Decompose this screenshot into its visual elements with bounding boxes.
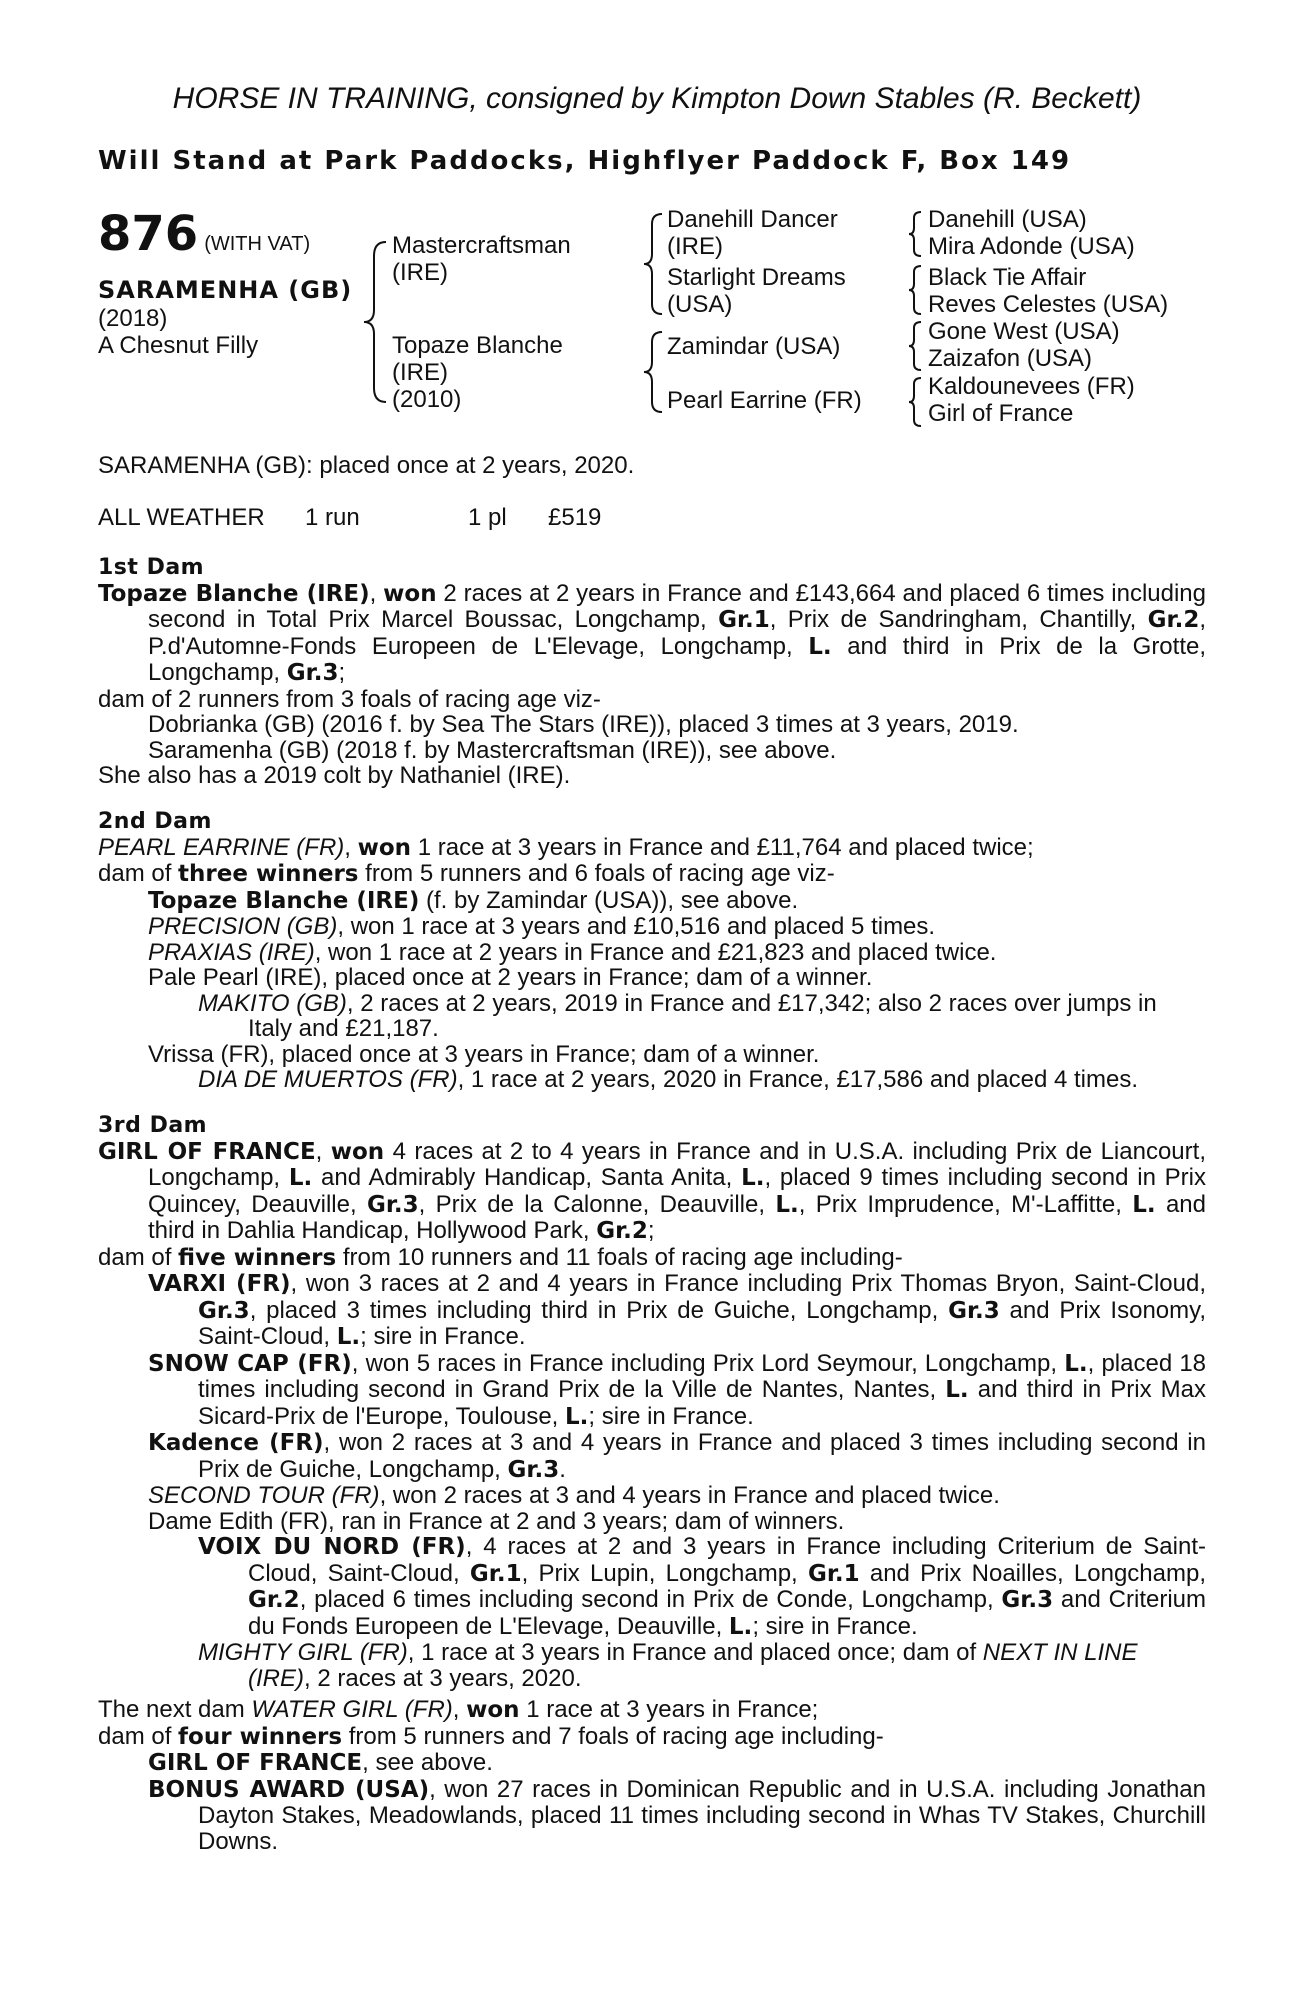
- sire-sire-origin: (IRE): [667, 233, 723, 260]
- catalogue-header: HORSE IN TRAINING, consigned by Kimpton Down Stables (R. Beckett): [172, 82, 1142, 115]
- produce-summary: dam of 2 runners from 3 foals of racing age viz-: [98, 685, 601, 713]
- dam-year: (2010): [392, 386, 462, 413]
- sire-dam: Starlight Dreams: [667, 264, 846, 291]
- gg-6: Zaizafon (USA): [928, 345, 1093, 372]
- produce-entry: BONUS AWARD (USA), won 27 races in Dominican Republic and in U.S.A. including Jonathan Dayton Stakes, Meadowlands, placed 11 times including second in Whas TV Stakes, Churchill Downs.: [148, 1775, 1207, 1855]
- dam-name: Topaze Blanche: [392, 332, 563, 359]
- horse-year: (2018): [98, 305, 168, 332]
- produce-summary: dam of five winners from 10 runners and 11 foals of racing age including-: [98, 1243, 903, 1271]
- dam-dam: Pearl Earrine (FR): [667, 387, 862, 414]
- first-dam-section: [98, 555, 1206, 789]
- gg-5: Gone West (USA): [928, 318, 1120, 345]
- section-heading: 2nd Dam: [98, 809, 212, 834]
- produce-entry: MAKITO (GB), 2 races at 2 years, 2019 in France and £17,342; also 2 races over jumps in Italy and £21,187.: [198, 989, 1157, 1042]
- race-summary: SARAMENHA (GB): placed once at 2 years, 2020.: [98, 452, 635, 479]
- vat-note: (WITH VAT): [204, 233, 311, 255]
- section-heading: 3rd Dam: [98, 1113, 208, 1138]
- produce-entry: Topaze Blanche (IRE) (f. by Zamindar (USA)), see above.: [148, 886, 799, 914]
- lot-number-block: [98, 206, 310, 262]
- produce-entry: MIGHTY GIRL (FR), 1 race at 3 years in France and placed once; dam of NEXT IN LINE (IRE), 2 races at 3 years, 2020.: [198, 1639, 1138, 1692]
- produce-entry: SNOW CAP (FR), won 5 races in France including Prix Lord Seymour, Longchamp, L., placed 18 times including second in Grand Prix de la Ville de Nantes, Nantes, L. and third in Prix Max Sicard-Prix de l'Europe, Toulouse, L.; sire in France.: [148, 1349, 1207, 1430]
- gg-1: Danehill (USA): [928, 206, 1087, 233]
- record-earnings: £519: [548, 504, 602, 531]
- pedigree-brace: [360, 240, 390, 405]
- record-runs: 1 run: [305, 504, 360, 531]
- produce-entry: PRAXIAS (IRE), won 1 race at 2 years in France and £21,823 and placed twice.: [148, 938, 997, 966]
- second-dam-section: [98, 809, 1206, 1093]
- pedigree-brace: [906, 210, 924, 258]
- pedigree-brace: [640, 330, 666, 415]
- produce-summary: dam of three winners from 5 runners and 6 foals of racing age viz-: [98, 860, 835, 887]
- record-surface: ALL WEATHER: [98, 504, 265, 531]
- gg-2: Mira Adonde (USA): [928, 233, 1135, 260]
- pedigree-brace: [906, 376, 924, 428]
- produce-entry: GIRL OF FRANCE, see above.: [148, 1749, 493, 1776]
- produce-entry: Dobrianka (GB) (2016 f. by Sea The Stars (IRE)), placed 3 times at 3 years, 2019.: [148, 711, 1019, 738]
- gg-3: Black Tie Affair: [928, 264, 1087, 291]
- sire-name: Mastercraftsman: [392, 232, 571, 259]
- produce-entry: Pale Pearl (IRE), placed once at 2 years in France; dam of a winner.: [148, 964, 873, 991]
- dam-entry: GIRL OF FRANCE, won 4 races at 2 to 4 years in France and in U.S.A. including Prix de Liancourt, Longchamp, L. and Admirably Handicap, Santa Anita, L., placed 9 times including second in Prix Quincey, Deauville, Gr.3, Prix de la Calonne, Deauville, L., Prix Imprudence, M'-Laffitte, L. and third in Dahlia Handicap, Hollywood Park, Gr.2;: [98, 1137, 1207, 1244]
- pedigree-brace: [906, 264, 924, 316]
- horse-name: SARAMENHA (GB): [98, 276, 353, 304]
- lot-number: 876: [98, 206, 199, 262]
- produce-entry: Kadence (FR), won 2 races at 3 and 4 years in France and placed 3 times including second in Prix de Guiche, Longchamp, Gr.3.: [148, 1429, 1206, 1483]
- produce-entry: Vrissa (FR), placed once at 3 years in France; dam of a winner.: [148, 1040, 820, 1068]
- produce-entry: VARXI (FR), won 3 races at 2 and 4 years in France including Prix Thomas Bryon, Saint-Cloud, Gr.3, placed 3 times including third in Prix de Guiche, Longchamp, Gr.3 and Prix Isonomy, Saint-Cloud, L.; sire in France.: [148, 1270, 1207, 1350]
- sire-sire: Danehill Dancer: [667, 206, 838, 233]
- produce-entry: SECOND TOUR (FR), won 2 races at 3 and 4 years in France and placed twice.: [148, 1482, 1000, 1509]
- sire-dam-origin: (USA): [667, 291, 733, 318]
- gg-8: Girl of France: [928, 400, 1074, 427]
- produce-entry: PRECISION (GB), won 1 race at 3 years and £10,516 and placed 5 times.: [148, 913, 936, 940]
- dam-entry: PEARL EARRINE (FR), won 1 race at 3 years in France and £11,764 and placed twice;: [98, 833, 1034, 861]
- dam-origin: (IRE): [392, 359, 448, 386]
- produce-note: She also has a 2019 colt by Nathaniel (IRE).: [98, 762, 571, 789]
- pedigree-brace: [640, 212, 666, 316]
- sire-origin: (IRE): [392, 259, 448, 286]
- gg-7: Kaldounevees (FR): [928, 373, 1135, 400]
- next-dam-section: [98, 1697, 1206, 1854]
- pedigree-brace: [906, 320, 924, 372]
- produce-entry: Dame Edith (FR), ran in France at 2 and 3 years; dam of winners.: [148, 1507, 845, 1535]
- record-placed: 1 pl: [468, 504, 507, 531]
- third-dam-section: [98, 1113, 1206, 1691]
- gg-4: Reves Celestes (USA): [928, 291, 1169, 318]
- produce-summary: dam of four winners from 5 runners and 7 foals of racing age including-: [98, 1722, 884, 1750]
- produce-entry: VOIX DU NORD (FR), 4 races at 2 and 3 years in France including Criterium de Saint-Cloud, Saint-Cloud, Gr.1, Prix Lupin, Longchamp, Gr.1 and Prix Noailles, Longchamp, Gr.2, placed 6 times including second in Prix de Conde, Longchamp, Gr.3 and Criterium du Fonds Europeen de L'Elevage, Deauville, L.; sire in France.: [198, 1533, 1207, 1640]
- produce-entry: DIA DE MUERTOS (FR), 1 race at 2 years, 2020 in France, £17,586 and placed 4 times.: [198, 1066, 1138, 1093]
- dam-entry: The next dam WATER GIRL (FR), won 1 race at 3 years in France;: [98, 1696, 819, 1723]
- dam-entry: Topaze Blanche (IRE), won 2 races at 2 years in France and £143,664 and placed 6 times including second in Total Prix Marcel Boussac, Longchamp, Gr.1, Prix de Sandringham, Chantilly, Gr.2, P.d'Automne-Fonds Europeen de L'Elevage, Longchamp, L. and third in Prix de la Grotte, Longchamp, Gr.3;: [98, 579, 1207, 686]
- section-heading: 1st Dam: [98, 555, 205, 580]
- dam-sire: Zamindar (USA): [667, 333, 841, 360]
- horse-description: A Chesnut Filly: [98, 332, 259, 359]
- produce-entry: Saramenha (GB) (2018 f. by Mastercraftsman (IRE)), see above.: [148, 736, 837, 764]
- stand-location: Will Stand at Park Paddocks, Highflyer Paddock F, Box 149: [98, 146, 1072, 176]
